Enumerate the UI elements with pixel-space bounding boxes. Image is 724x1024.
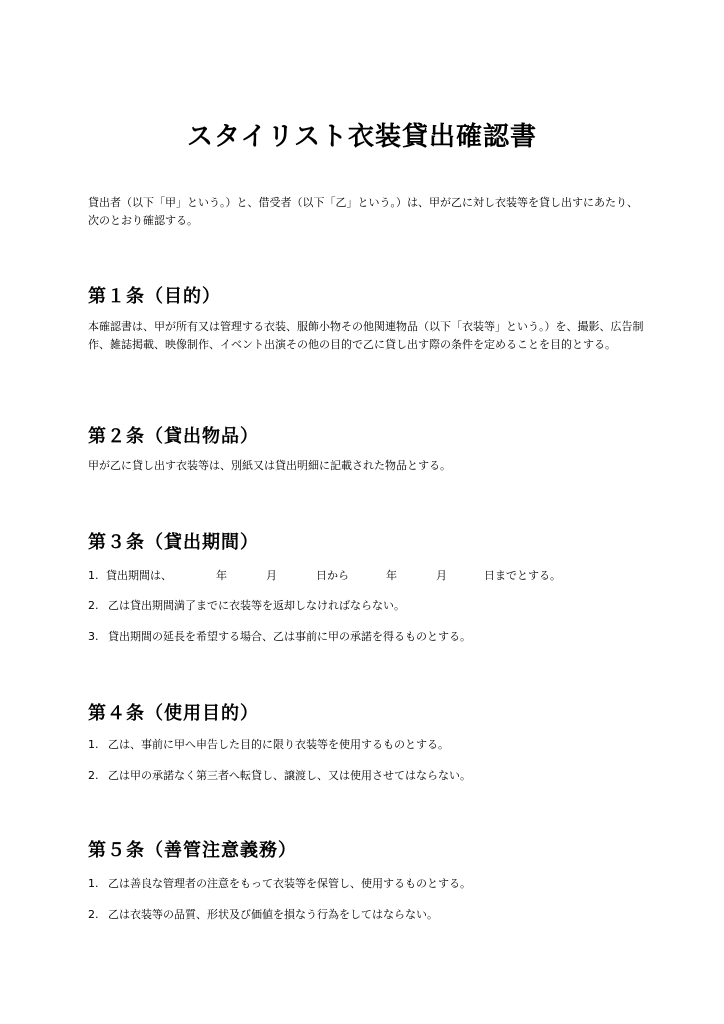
item-number: 1. (88, 569, 99, 582)
article-5-item-1 (88, 876, 644, 892)
article-5-heading: 第５条（善管注意義務） (88, 840, 297, 861)
item-number: 1. (88, 877, 99, 890)
item-text: 貸出期間の延長を希望する場合、乙は事前に甲の承諾を得るものとする。 (108, 630, 471, 643)
intro-paragraph: 貸出者（以下「甲」という。）と、借受者（以下「乙」という。）は、甲が乙に対し衣装等を貸し出すにあたり、次のとおり確認する。 (88, 196, 638, 227)
article-3-item-3 (88, 629, 644, 645)
period-label: 貸出期間は、 (106, 569, 172, 582)
article-2-body: 甲が乙に貸し出す衣装等は、別紙又は貸出明細に記載された物品とする。 (88, 459, 451, 472)
item-text: 乙は貸出期間満了までに衣装等を返却しなければならない。 (108, 599, 405, 612)
article-4-heading: 第４条（使用目的） (88, 703, 259, 724)
item-number: 1. (88, 738, 99, 751)
item-number: 2. (88, 599, 99, 612)
article-2-heading: 第２条（貸出物品） (88, 426, 259, 447)
item-number: 3. (88, 630, 99, 643)
item-text: 乙は善良な管理者の注意をもって衣装等を保管し、使用するものとする。 (108, 877, 471, 890)
period-end-month-label: 月 (436, 569, 447, 582)
period-start-year-label: 年 (216, 569, 227, 582)
item-number: 2. (88, 908, 99, 921)
article-3-heading: 第３条（貸出期間） (88, 532, 259, 553)
item-text: 乙は衣装等の品質、形状及び価値を損なう行為をしてはならない。 (108, 908, 438, 921)
period-start-month-label: 月 (266, 569, 277, 582)
period-end-day-label: 日までとする。 (484, 569, 561, 582)
article-1-body: 本確認書は、甲が所有又は管理する衣装、服飾小物その他関連物品（以下「衣装等」という。）を、撮影、広告制作、雑誌掲載、映像制作、イベント出演その他の目的で乙に貸し出す際の条件を定めることを目的とする。 (88, 320, 644, 351)
article-4-item-2 (88, 768, 644, 784)
period-start-day-label: 日から (316, 569, 349, 582)
item-text: 乙は甲の承諾なく第三者へ転貸し、譲渡し、又は使用させてはならない。 (108, 769, 471, 782)
item-text: 乙は、事前に甲へ申告した目的に限り衣装等を使用するものとする。 (108, 738, 449, 751)
article-3-item-2 (88, 598, 644, 614)
document-title: スタイリスト衣装貸出確認書 (187, 122, 537, 152)
article-1-heading: 第１条（目的） (88, 286, 221, 307)
article-4-item-1 (88, 737, 644, 753)
period-end-year-label: 年 (386, 569, 397, 582)
item-number: 2. (88, 769, 99, 782)
article-5-item-2 (88, 907, 644, 923)
